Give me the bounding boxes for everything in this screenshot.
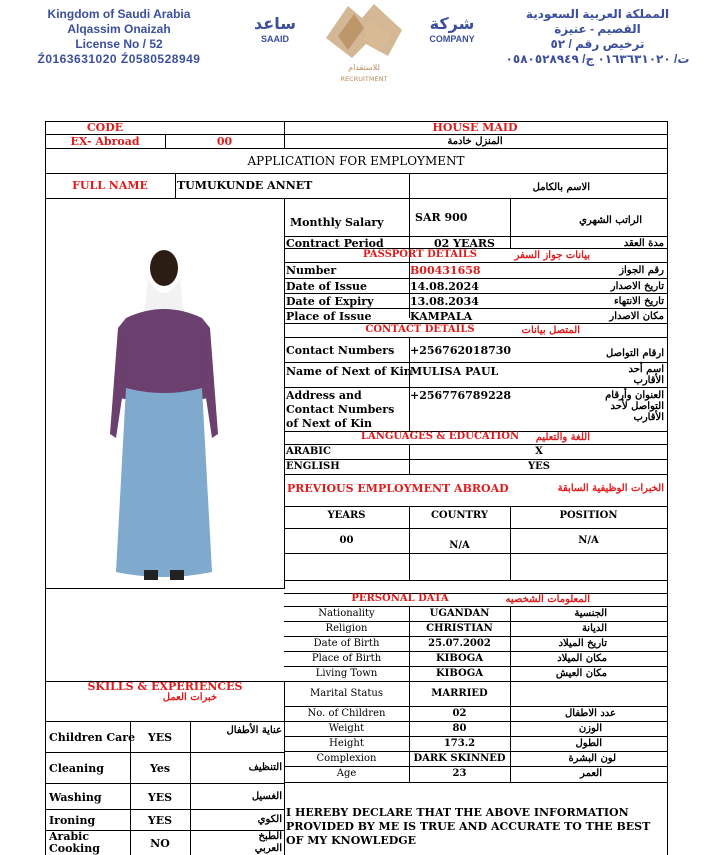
kin-label: Name of Next of Kin <box>286 365 412 378</box>
religion-value: CHRISTIAN <box>426 623 493 634</box>
salary-value: SAR 900 <box>415 211 468 224</box>
passport-place-value: KAMPALA <box>410 310 473 323</box>
weight-label: Weight <box>328 723 365 734</box>
brand-ar-left: ساعد <box>254 16 296 33</box>
dob-value: 25.07.2002 <box>428 638 491 649</box>
nationality-value: UGANDAN <box>429 608 490 619</box>
period-ar: مدة العقد <box>623 238 664 249</box>
children-value: 02 <box>452 708 467 719</box>
skill-cleaning-value: Yes <box>149 762 171 775</box>
skill-children-care-ar: عناية الأطفال <box>226 725 282 736</box>
languages-section-en: LANGUAGES & EDUCATION <box>360 431 520 442</box>
contact-numbers-label: Contact Numbers <box>286 344 395 357</box>
passport-expiry-ar: تاريخ الانتهاء <box>613 296 664 307</box>
children-ar: عدد الاطفال <box>565 708 616 719</box>
salary-ar: الراتب الشهري <box>579 215 642 226</box>
language-english-value: YES <box>528 461 550 472</box>
skills-section-ar: خبرات العمل <box>162 692 218 703</box>
ex-abroad-value: 00 <box>216 135 233 148</box>
brand-right <box>424 14 480 44</box>
passport-issue-value: 14.08.2024 <box>410 280 479 293</box>
letterhead-en-line4: Ź0163631020 Ź0580528949 <box>37 52 201 66</box>
brand-left <box>250 14 300 44</box>
height-ar: الطول <box>575 738 602 749</box>
skill-washing-value: YES <box>147 791 173 804</box>
languages-section-ar: اللغة والتعليم <box>535 432 590 443</box>
previous-position-value: N/A <box>578 535 599 546</box>
declaration-text: I HEREBY DECLARE THAT THE ABOVE INFORMATION PROVIDED BY ME IS TRUE AND ACCURATE TO THE BEST OF MY KNOWLEDGE <box>286 806 651 847</box>
code-label: CODE <box>86 121 124 134</box>
full-name-ar: الاسم بالكامل <box>532 182 590 193</box>
previous-section-ar: الخبرات الوظيفية السابقة <box>557 483 664 494</box>
nationality-ar: الجنسية <box>574 608 607 619</box>
kin-value: MULISA PAUL <box>410 365 499 378</box>
marital-label: Marital Status <box>310 688 383 699</box>
ex-abroad-label: EX- Abroad <box>70 135 140 148</box>
previous-years-header: YEARS <box>327 510 366 521</box>
passport-number-ar: رقم الجواز <box>619 265 664 276</box>
skill-arabic-cooking-value: NO <box>150 837 170 850</box>
contact-section-en: CONTACT DETAILS <box>365 324 475 335</box>
letterhead-ar-line3: ترخيص رقم / ٥٢ <box>550 37 645 51</box>
previous-section-en: PREVIOUS EMPLOYMENT ABROAD <box>287 482 509 495</box>
passport-expiry-value: 13.08.2034 <box>410 295 479 308</box>
passport-section-ar: بيانات جواز السفر <box>514 250 590 261</box>
position-en: HOUSE MAID <box>432 121 518 134</box>
passport-number-value: B00431658 <box>410 264 481 277</box>
letterhead-en-line3: License No / 52 <box>75 37 163 51</box>
age-value: 23 <box>452 768 467 779</box>
letterhead-ar-line4: ت/ ٠١٦٣٦٣١٠٢٠ ج/ ٠٥٨٠٥٢٨٩٤٩ <box>505 52 690 66</box>
language-arabic-value: X <box>535 446 543 457</box>
contact-section-ar: المتصل بيانات <box>521 325 580 336</box>
passport-place-label: Place of Issue <box>286 310 372 323</box>
logo-recruitment-en: RECRUITMENT <box>340 75 388 83</box>
dob-label: Date of Birth <box>313 638 380 649</box>
brand-ar-right: شركة <box>429 16 475 33</box>
language-english-label: ENGLISH <box>286 461 340 472</box>
living-town-ar: مكان العيش <box>555 668 607 679</box>
address-label: Address and Contact Numbers of Next of Kin <box>286 389 395 430</box>
passport-number-label: Number <box>286 264 337 277</box>
religion-ar: الديانة <box>581 623 607 634</box>
complexion-value: DARK SKINNED <box>413 753 506 764</box>
letterhead-ar-line1: المملكة العربية السعودية <box>525 7 670 21</box>
complexion-ar: لون البشرة <box>568 753 616 764</box>
marital-value: MARRIED <box>431 688 488 699</box>
living-town-value: KIBOGA <box>435 668 484 679</box>
skill-arabic-cooking-ar: الطبخ العربي <box>254 831 282 854</box>
address-value: +256776789228 <box>410 389 512 402</box>
age-ar: العمر <box>580 768 602 779</box>
nationality-label: Nationality <box>318 608 375 619</box>
passport-place-ar: مكان الاصدار <box>609 311 664 322</box>
dob-ar: تاريخ الميلاد <box>558 638 607 649</box>
skill-arabic-cooking-label: Arabic Cooking <box>49 830 100 855</box>
letterhead-english <box>14 7 224 67</box>
logo-recruitment-ar: للاستقدام <box>348 63 380 72</box>
company-logo <box>318 0 410 86</box>
skill-children-care-value: YES <box>147 731 173 744</box>
brand-en-right: COMPANY <box>429 34 475 44</box>
period-label: Contract Period <box>286 237 384 250</box>
complexion-label: Complexion <box>316 753 377 764</box>
letterhead-ar-line2: القصيم - عنيزة <box>554 22 641 36</box>
letterhead-arabic <box>490 7 705 67</box>
letterhead-en-line1: Kingdom of Saudi Arabia <box>47 7 191 21</box>
full-name-label: FULL NAME <box>72 179 148 192</box>
passport-issue-ar: تاريخ الاصدار <box>610 281 664 292</box>
age-label: Age <box>336 768 357 779</box>
brand-en-left: SAAID <box>260 34 289 44</box>
address-ar: العنوان وأرقام التواصل لأحد الأقارب <box>605 390 664 423</box>
skill-ironing-ar: الكوي <box>257 814 282 825</box>
skill-children-care-label: Children Care <box>49 731 136 744</box>
skill-cleaning-label: Cleaning <box>49 762 104 775</box>
full-name-value: TUMUKUNDE ANNET <box>177 179 313 192</box>
children-label: No. of Children <box>307 708 386 719</box>
pob-value: KIBOGA <box>435 653 484 664</box>
passport-section-en: PASSPORT DETAILS <box>363 249 477 260</box>
skill-washing-ar: الغسيل <box>251 791 282 802</box>
language-arabic-label: ARABIC <box>286 446 331 457</box>
salary-label: Monthly Salary <box>290 216 384 229</box>
skill-washing-label: Washing <box>49 791 102 804</box>
skill-cleaning-ar: التنظيف <box>248 762 282 773</box>
living-town-label: Living Town <box>315 668 378 679</box>
personal-section-en: PERSONAL DATA <box>351 593 449 604</box>
height-value: 173.2 <box>443 738 476 749</box>
kin-ar: اسم أحد الأقارب <box>628 364 664 386</box>
height-label: Height <box>329 738 364 749</box>
weight-value: 80 <box>452 723 467 734</box>
passport-expiry-label: Date of Expiry <box>286 295 374 308</box>
passport-issue-label: Date of Issue <box>286 280 368 293</box>
previous-country-header: COUNTRY <box>430 510 489 521</box>
form-title: APPLICATION FOR EMPLOYMENT <box>247 154 465 168</box>
religion-label: Religion <box>325 623 368 634</box>
skills-section-en: SKILLS & EXPERIENCES <box>87 680 243 693</box>
contact-numbers-ar: ارقام التواصل <box>606 348 664 359</box>
applicant-photo <box>108 248 220 584</box>
weight-ar: الوزن <box>578 723 602 734</box>
skill-ironing-value: YES <box>147 814 173 827</box>
skill-ironing-label: Ironing <box>49 814 96 827</box>
previous-position-header: POSITION <box>559 510 618 521</box>
period-value: 02 YEARS <box>434 237 495 250</box>
pob-label: Place of Birth <box>311 653 382 664</box>
previous-years-value: 00 <box>339 535 354 546</box>
personal-section-ar: المعلومات الشخصيه <box>505 594 590 605</box>
letterhead-en-line2: Alqassim Onaizah <box>67 22 171 36</box>
position-ar: المنزل خادمة <box>447 136 503 147</box>
pob-ar: مكان الميلاد <box>557 653 607 664</box>
contact-numbers-value: +256762018730 <box>410 344 512 357</box>
previous-country-value: N/A <box>449 540 470 551</box>
